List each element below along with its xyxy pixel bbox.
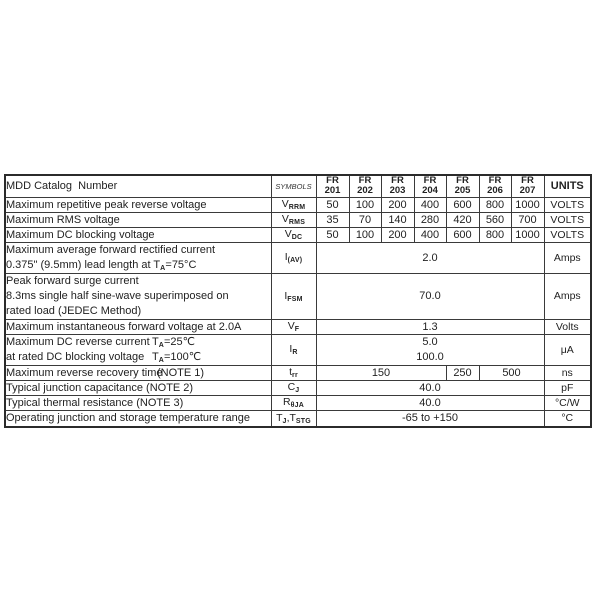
table-row-ifsm (5, 273, 591, 319)
param-cell: Typical junction capacitance (NOTE 2) (5, 380, 271, 395)
model-header-fr207 (511, 175, 544, 197)
symbol-cell (271, 410, 316, 427)
symbol-main: t (289, 366, 293, 378)
param-cell: Maximum DC blocking voltage (5, 227, 271, 242)
model-header-fr205 (446, 175, 479, 197)
param-cell: Maximum reverse recovery time(NOTE 1) (5, 365, 271, 380)
symbol-cell (271, 395, 316, 410)
unit-cell: VOLTS (544, 197, 591, 212)
table-row-iav (5, 242, 591, 273)
value-cell: 1000 (511, 197, 544, 212)
table-row-vrms (5, 212, 591, 227)
symbol-sub: R (292, 349, 298, 356)
table-row-vdc (5, 227, 591, 242)
symbol-sub: F (294, 326, 300, 333)
model-prefix: FR (423, 175, 437, 187)
symbol-cell (271, 365, 316, 380)
param-cell (5, 334, 271, 365)
symbol-main: V (287, 320, 295, 332)
value-cell: 2.0 (316, 242, 544, 273)
value-cell: 70.0 (316, 273, 544, 319)
value-cell: 400 (414, 227, 446, 242)
value-cell: 280 (414, 212, 446, 227)
units-header: UNITS (544, 175, 591, 197)
value-cell: 100 (349, 197, 381, 212)
symbols-header: SYMBOLS (271, 175, 316, 197)
value-cell: 1.3 (316, 319, 544, 334)
symbol-cell (271, 197, 316, 212)
symbol-cell (271, 319, 316, 334)
value-cell: 140 (381, 212, 414, 227)
model-header-fr203 (381, 175, 414, 197)
value-cell: 400 (414, 197, 446, 212)
maximum-ratings-table (4, 174, 592, 428)
param-line: rated load (JEDEC Method) (6, 304, 142, 317)
param-cell: Maximum RMS voltage (5, 212, 271, 227)
unit-cell: °C (544, 410, 591, 427)
value-cell: 50 (316, 197, 349, 212)
value-cell: 40.0 (316, 380, 544, 395)
symbol-cell (271, 273, 316, 319)
table-row-ir (5, 334, 591, 365)
unit-cell: Amps (544, 242, 591, 273)
symbol-main: I (289, 343, 293, 355)
symbol-sub: RMS (288, 219, 306, 226)
param-line: Maximum average forward rectified current (6, 243, 216, 256)
value-cell: 800 (479, 227, 511, 242)
model-number: 202 (357, 185, 373, 197)
model-number: 205 (454, 185, 471, 197)
symbol-cell (271, 227, 316, 242)
param-line: Peak forward surge current (6, 274, 139, 287)
symbol-main: I (284, 289, 288, 302)
param-line: at rated DC blocking voltage $T_A=100℃$ (6, 350, 202, 364)
value-cell: 560 (479, 212, 511, 227)
model-header-fr204 (414, 175, 446, 197)
value-cell: 1000 (511, 227, 544, 242)
model-prefix: FR (391, 175, 404, 187)
unit-cell: μA (544, 334, 591, 365)
symbol-sub: STG (295, 417, 311, 425)
value-cell: 100 (349, 227, 381, 242)
symbol-sub: J (295, 387, 300, 394)
unit-cell: pF (544, 380, 591, 395)
value-cell: 700 (511, 212, 544, 227)
note-ref: (NOTE 1) (157, 366, 205, 379)
model-prefix: FR (456, 175, 469, 187)
param-cell: Maximum repetitive peak reverse voltage (5, 197, 271, 212)
value-cell: 70 (349, 212, 381, 227)
symbol-sub: θJA (290, 402, 304, 409)
value-cell: 500 (479, 365, 544, 380)
symbol-main: V (284, 228, 292, 240)
table-row-vrrm (5, 197, 591, 212)
symbol-sub: DC (291, 234, 303, 241)
unit-cell: VOLTS (544, 212, 591, 227)
model-header-fr206 (479, 175, 511, 197)
unit-cell: VOLTS (544, 227, 591, 242)
symbol-sub: RRM (288, 204, 306, 211)
unit-cell: ns (544, 365, 591, 380)
symbol-cell (271, 334, 316, 365)
param-line: 8.3ms single half sine-wave superimposed on (6, 289, 229, 302)
symbol-main: V (281, 198, 289, 210)
symbol-main: C (287, 381, 296, 393)
model-prefix: FR (358, 175, 372, 187)
table-row-cj (5, 380, 591, 395)
model-prefix: FR (488, 175, 502, 187)
param-cell: Maximum instantaneous forward voltage at 2.0A (5, 319, 271, 334)
value-cell: 420 (446, 212, 479, 227)
value-cell: 800 (479, 197, 511, 212)
model-prefix: FR (521, 175, 534, 187)
param-cell: Typical thermal resistance (NOTE 3) (5, 395, 271, 410)
unit-cell: Amps (544, 273, 591, 319)
symbol-cell (271, 242, 316, 273)
value-cell: 600 (446, 227, 479, 242)
table-row-vf (5, 319, 591, 334)
symbol-main: R (283, 396, 291, 408)
param-line: Maximum DC reverse current $T_A=25℃$ (6, 335, 196, 349)
unit-cell: Volts (544, 319, 591, 334)
symbol-cell (271, 380, 316, 395)
model-header-fr202 (349, 175, 381, 197)
param-cell (5, 273, 271, 319)
symbol-sub: rr (292, 372, 298, 379)
value-cell: -65 to +150 (316, 410, 544, 427)
value-cell: 40.0 (316, 395, 544, 410)
value-cell: 50 (316, 227, 349, 242)
value-cell: 600 (446, 197, 479, 212)
symbol-main: T (276, 411, 283, 424)
symbol-main: ,T (286, 411, 296, 424)
symbol-cell (271, 212, 316, 227)
symbol-sub: FSM (287, 295, 303, 303)
model-number: 204 (422, 185, 438, 197)
value-cell: 250 (446, 365, 479, 380)
symbol-main: V (281, 213, 289, 225)
table-row-rthja (5, 395, 591, 410)
unit-cell: °C/W (544, 395, 591, 410)
table-header-row (5, 175, 591, 197)
param-cell (5, 242, 271, 273)
model-number: 206 (487, 185, 503, 197)
table-row-tj-tstg (5, 410, 591, 427)
model-header-fr201 (316, 175, 349, 197)
model-number: 207 (519, 185, 536, 197)
symbol-main: I (284, 251, 288, 263)
value-cell: 5.0 100.0 (316, 334, 544, 365)
param-cell: Operating junction and storage temperature range (5, 410, 271, 427)
table-row-trr (5, 365, 591, 380)
catalog-number-header: MDD Catalog Number (5, 175, 271, 197)
symbol-sub: J (282, 417, 287, 425)
value-cell: 200 (381, 227, 414, 242)
model-number: 203 (389, 185, 406, 197)
value-cell: 35 (316, 212, 349, 227)
param-line: 0.375" (9.5mm) lead length at $T_A=75^\circ C$ (6, 258, 197, 272)
value-cell: 200 (381, 197, 414, 212)
symbol-sub: (AV) (287, 257, 303, 264)
model-prefix: FR (326, 175, 339, 187)
value-cell: 150 (316, 365, 446, 380)
model-number: 201 (324, 185, 341, 197)
